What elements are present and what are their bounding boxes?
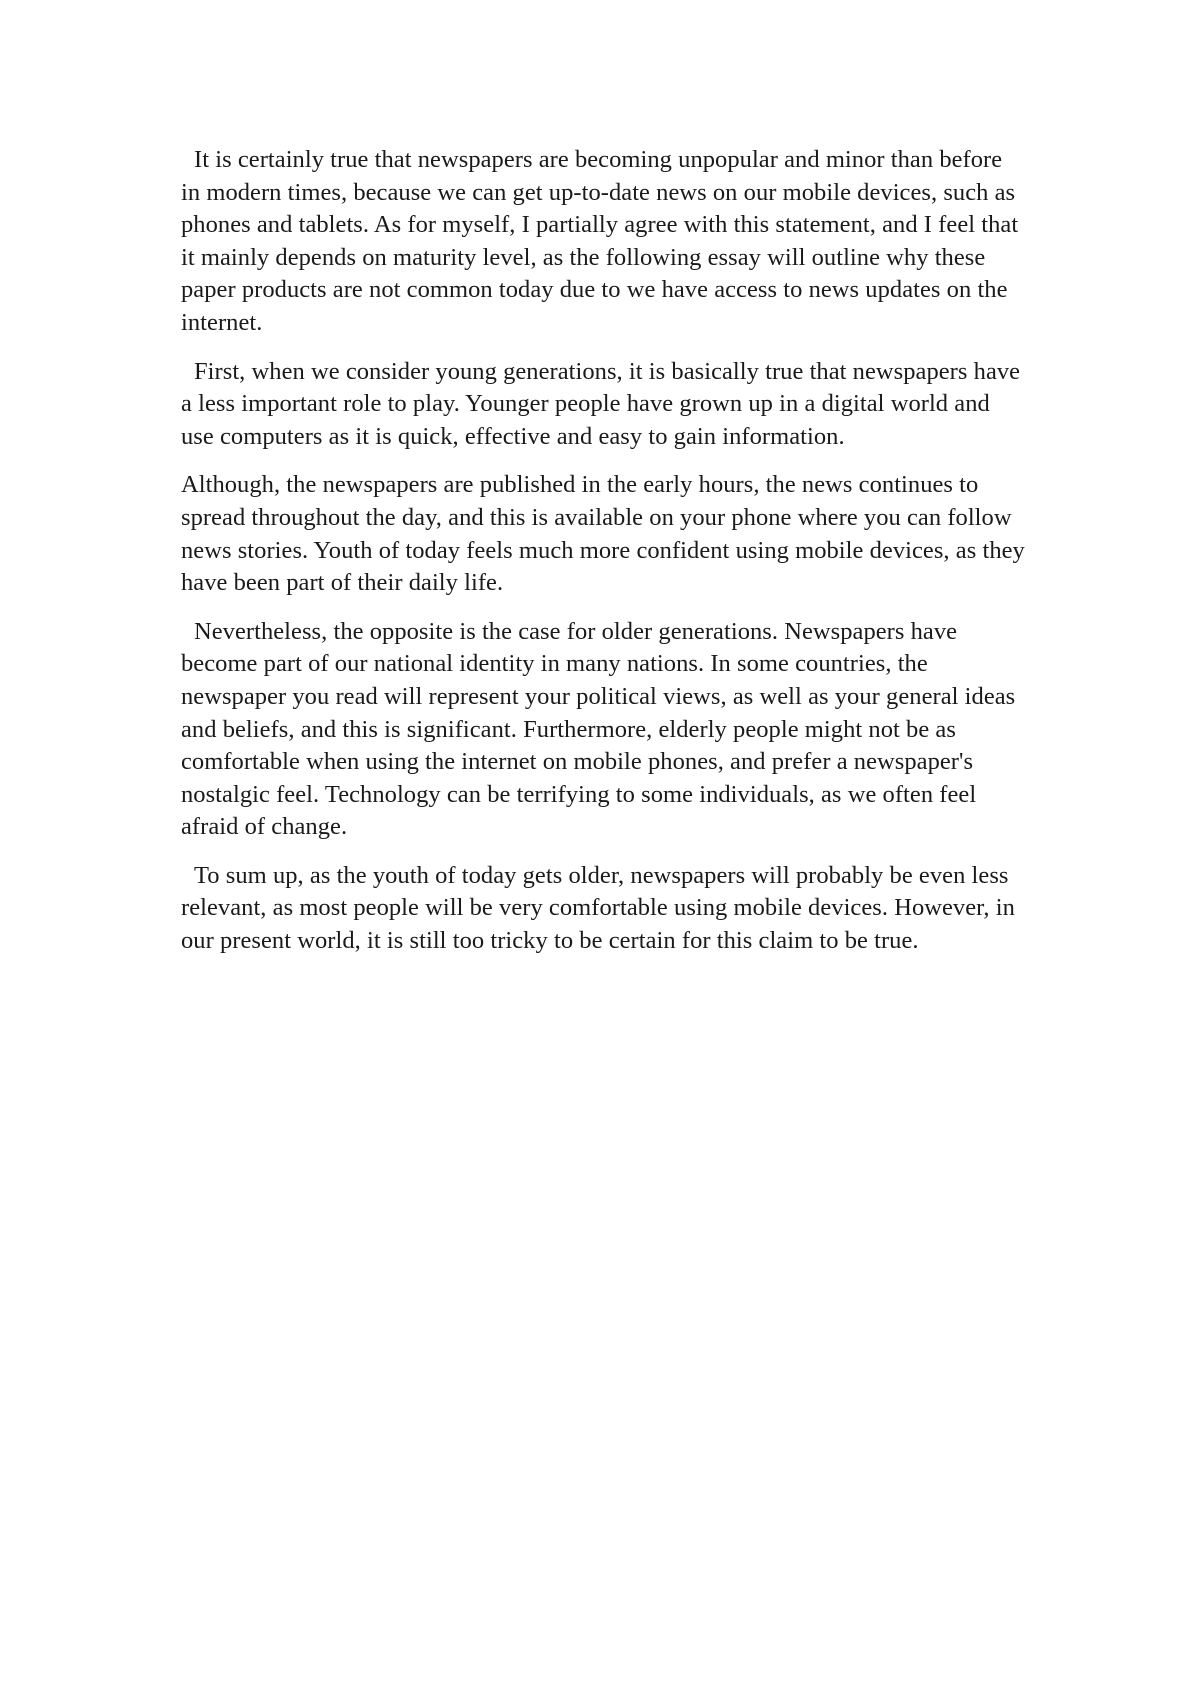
- paragraph-conclusion: To sum up, as the youth of today gets older, newspapers will probably be even less relevant, as most people will be very comfortable using mobile devices. However, in our present world, it is still too tricky to be certain for this claim to be true.: [181, 861, 1015, 955]
- paragraph-older-generations: Nevertheless, the opposite is the case for older generations. Newspapers have become part of our national identity in many nations. In some countries, the newspaper you read will represent your political views, as well as your general ideas and beliefs, and this is significant. Furthermore, elderly people might not be as comfortable when using the internet on mobile phones, and prefer a newspaper's nostalgic feel. Technology can be terrifying to some individuals, as we often feel afraid of change.: [181, 617, 1016, 841]
- paragraph-news-availability: Although, the newspapers are published in the early hours, the news continues to spread throughout the day, and this is available on your phone where you can follow news stories. Youth of today feels much more confident using mobile devices, as they have been part of their daily life.: [181, 471, 1025, 597]
- essay-body: [181, 144, 1026, 974]
- paragraph-introduction: It is certainly true that newspapers are becoming unpopular and minor than before in modern times, because we can get up-to-date news on our mobile devices, such as phones and tablets. As for myself, I partially agree with this statement, and I feel that it mainly depends on maturity level, as the following essay will outline why these paper products are not common today due to we have access to news updates on the internet.: [181, 146, 1019, 336]
- paragraph-young-generations: First, when we consider young generations, it is basically true that newspapers have a less important role to play. Younger people have grown up in a digital world and use computers as it is quick, effective and easy to gain information.: [181, 357, 1021, 450]
